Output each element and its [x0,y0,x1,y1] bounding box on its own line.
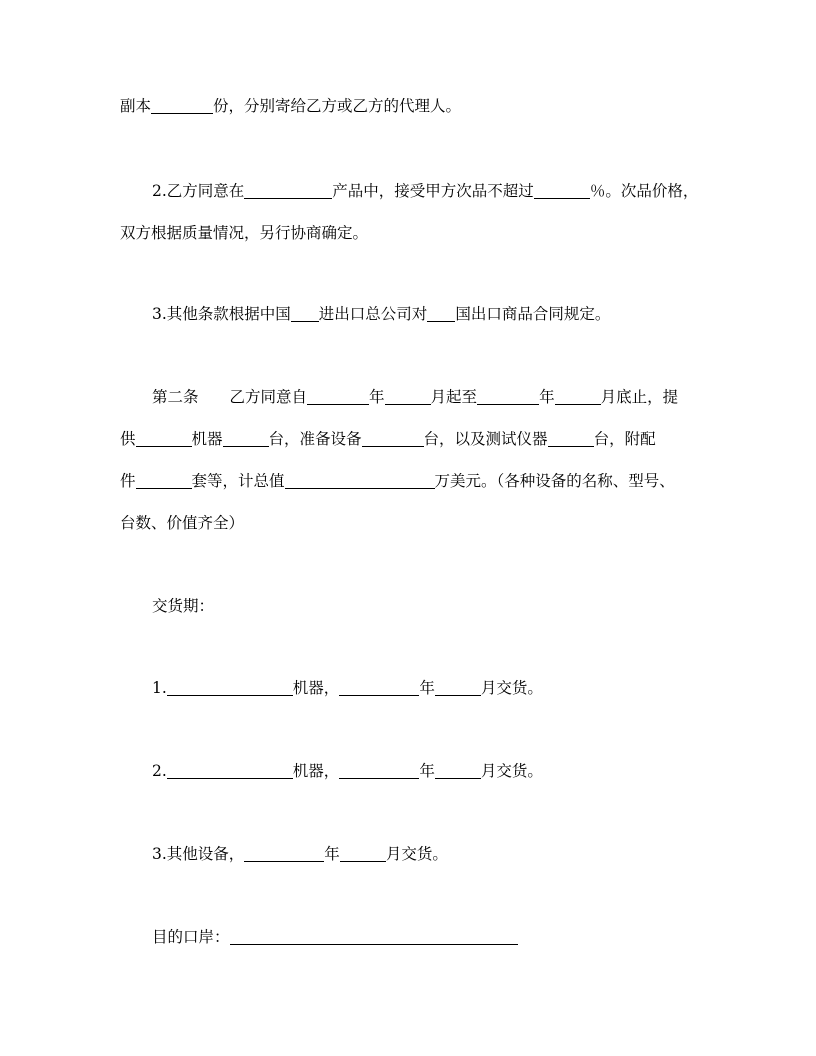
destination-port [152,927,518,947]
text-clause3-a: 3.其他条款根据中国 [152,305,291,323]
text-art2-l1a: 乙方同意自 [229,388,308,406]
text-art2-l2c: 台，准备设备 [268,430,362,448]
text-art2-l2e: 台，附配 [593,430,656,448]
text-clause2-a: 2.乙方同意在 [152,182,245,200]
delivery-item-1 [152,678,543,698]
blank-item1-year[interactable] [339,679,419,696]
text-art2-l3c: 万美元。（各种设备的名称、型号、 [434,472,675,490]
text-art2-l4: 台数、价值齐全） [120,514,245,532]
blank-item2-year[interactable] [339,762,419,779]
text-copies-prefix: 副本 [120,97,152,115]
text-art2-l1e: 月底止，提 [600,388,679,406]
article-2-line2 [120,429,656,449]
blank-product[interactable] [244,182,332,199]
text-clause2-b: 产品中，接受甲方次品不超过 [332,182,534,200]
text-item2-a: 2. [152,762,167,780]
blank-instrument-count[interactable] [548,430,594,447]
article-2-line1 [152,387,678,407]
blank-accessory-sets[interactable] [136,472,192,489]
blank-end-year[interactable] [477,388,539,405]
blank-item3-month[interactable] [340,845,386,862]
text-copies-suffix: 份，分别寄给乙方或乙方的代理人。 [213,97,462,115]
blank-equipment-count[interactable] [362,430,424,447]
text-clause2-c: ％。次品价格， [589,182,699,200]
delivery-title [152,596,214,616]
blank-start-year[interactable] [307,388,369,405]
text-art2-l1d: 年 [539,388,555,406]
clause-2 [152,181,698,201]
text-item1-c: 年 [419,679,435,697]
blank-start-month[interactable] [385,388,431,405]
text-item2-c: 年 [419,762,435,780]
text-clause2-line2: 双方根据质量情况，另行协商确定。 [120,224,369,242]
delivery-item-2 [152,761,543,781]
blank-machine-count[interactable] [223,430,269,447]
blank-machine-name[interactable] [136,430,192,447]
text-clause3-b: 进出口总公司对 [318,305,428,323]
article-label: 第二条 [152,388,199,406]
blank-copies[interactable] [151,97,213,114]
text-port-label: 目的口岸： [152,928,230,946]
clause-2-line2 [120,223,368,243]
blank-item1-month[interactable] [435,679,481,696]
text-art2-l3b: 套等，计总值 [191,472,285,490]
blank-item3-year[interactable] [244,845,324,862]
text-art2-l2d: 台，以及测试仪器 [423,430,548,448]
text-art2-l2a: 供 [120,430,136,448]
blank-item1-machine[interactable] [167,679,293,696]
article-2-line4 [120,513,244,533]
text-art2-l2b: 机器 [191,430,223,448]
delivery-title-text: 交货期： [152,597,215,615]
blank-total-value[interactable] [285,472,435,489]
para-copies [120,96,461,116]
text-item1-d: 月交货。 [480,679,543,697]
text-art2-l3a: 件 [120,472,136,490]
blank-item2-month[interactable] [435,762,481,779]
text-item3-a: 3.其他设备， [152,845,245,863]
text-item3-d: 月交货。 [385,845,448,863]
blank-percent[interactable] [534,182,590,199]
blank-country[interactable] [427,305,455,322]
blank-corporation[interactable] [291,305,319,322]
text-item1-a: 1. [152,679,167,697]
text-item3-c: 年 [324,845,340,863]
blank-item2-machine[interactable] [167,762,293,779]
text-clause3-c: 国出口商品合同规定。 [455,305,611,323]
delivery-item-3 [152,844,448,864]
text-item2-d: 月交货。 [480,762,543,780]
clause-3 [152,304,610,324]
text-item2-b: 机器， [292,762,340,780]
article-2-line3 [120,471,675,491]
blank-port[interactable] [230,928,518,945]
text-item1-b: 机器， [292,679,340,697]
blank-end-month[interactable] [555,388,601,405]
text-art2-l1c: 月起至 [430,388,478,406]
text-art2-l1b: 年 [369,388,385,406]
